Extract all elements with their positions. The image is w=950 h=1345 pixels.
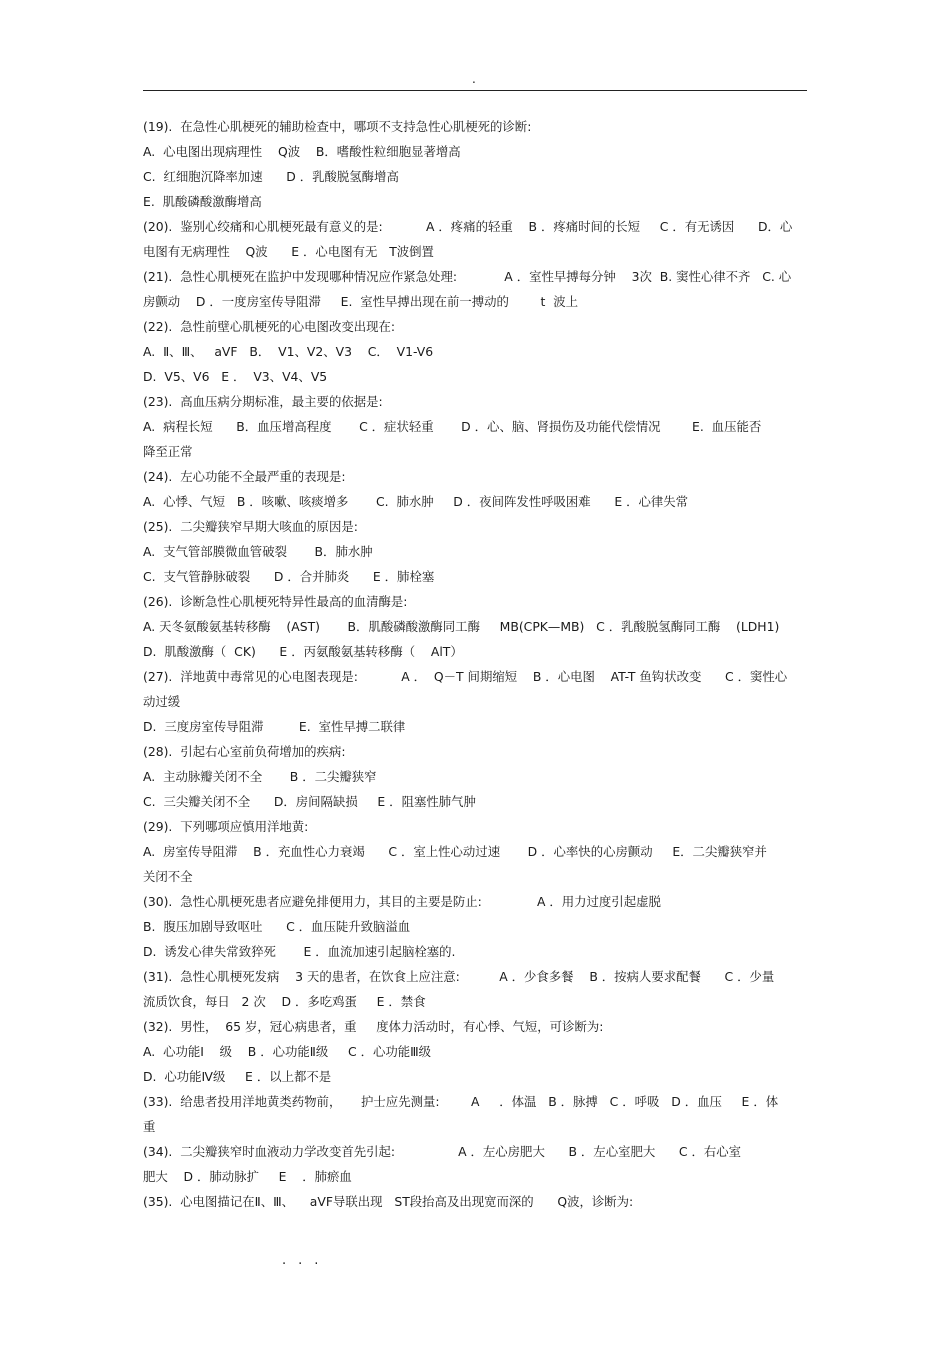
- text-line: 房颤动 D ．一度房室传导阻滞 E. 室性早搏出现在前一搏动的 t 波上: [143, 294, 578, 309]
- text-line: D. 心功能Ⅳ级 E ．以上都不是: [143, 1069, 332, 1084]
- text-line: (31). 急性心肌梗死发病 3 天的患者，在饮食上应注意: A ．少食多餐 B ．按病人要求配餐 C ．少量: [143, 969, 775, 984]
- text-line: A. 房室传导阻滞 B ．充血性心力衰竭 C ．室上性心动过速 D ．心率快的心房颤动 E．二尖瓣狭窄并: [143, 844, 767, 859]
- text-line: 重: [143, 1119, 156, 1134]
- text-line: 流质饮食，每日 2 次 D ．多吃鸡蛋 E ．禁食: [143, 994, 426, 1009]
- text-line: A. 心悸、气短 B ．咳嗽、咳痰增多 C. 肺水肿 D ．夜间阵发性呼吸困难 E ．心律失常: [143, 494, 689, 509]
- text-line: D. 诱发心律失常致猝死 E ．血流加速引起脑栓塞的.: [143, 944, 456, 959]
- text-line: (33). 给患者投用洋地黄类药物前， 护士应先测量: A ．体温 B ．脉搏 C ．呼吸 D ．血压 E ．体: [143, 1094, 779, 1109]
- text-line: (28). 引起右心室前负荷增加的疾病:: [143, 744, 346, 759]
- text-line: A. 病程长短 B．血压增高程度 C ．症状轻重 D ．心、脑、肾损伤及功能代偿情况 E. 血压能否: [143, 419, 762, 434]
- footer-dots: ...: [282, 1253, 331, 1268]
- text-line: (35). 心电图描记在Ⅱ、Ⅲ、 aVF导联出现 ST段抬高及出现宽而深的 Q波，诊断为:: [143, 1194, 634, 1209]
- text-line: D. V5、V6 E ． V3、V4、V5: [143, 369, 328, 384]
- text-line: (21). 急性心肌梗死在监护中发现哪种情况应作紧急处理: A ．室性早搏每分钟 3次 B. 窦性心律不齐 C. 心: [143, 269, 792, 284]
- text-line: (19). 在急性心肌梗死的辅助检查中，哪项不支持急性心肌梗死的诊断:: [143, 119, 532, 134]
- text-line: (32). 男性， 65 岁，冠心病患者，重 度体力活动时，有心悸、气短，可诊断为:: [143, 1019, 604, 1034]
- text-line: C. 三尖瓣关闭不全 D．房间隔缺损 E ．阻塞性肺气肿: [143, 794, 476, 809]
- text-line: 肥大 D ．肺动脉扩 E ．肺瘀血: [143, 1169, 352, 1184]
- text-line: A. Ⅱ、Ⅲ、 aVF B． V1、V2、V3 C． V1-V6: [143, 344, 434, 359]
- text-line: (25). 二尖瓣狭窄早期大咳血的原因是:: [143, 519, 358, 534]
- text-line: (29). 下列哪项应慎用洋地黄:: [143, 819, 309, 834]
- text-line: (24). 左心功能不全最严重的表现是:: [143, 469, 346, 484]
- text-line: (30). 急性心肌梗死患者应避免排便用力，其目的主要是防止: A ．用力过度引起虚脱: [143, 894, 661, 909]
- text-line: E. 肌酸磷酸激酶增高: [143, 194, 262, 209]
- text-line: C. 红细胞沉降率加速 D ．乳酸脱氢酶增高: [143, 169, 399, 184]
- text-line: A. 心电图出现病理性 Q波 B．嗜酸性粒细胞显著增高: [143, 144, 461, 159]
- text-line: (23). 高血压病分期标准，最主要的依据是:: [143, 394, 383, 409]
- text-line: D. 三度房室传导阻滞 E. 室性早搏二联律: [143, 719, 406, 734]
- text-line: (20). 鉴别心绞痛和心肌梗死最有意义的是: A ．疼痛的轻重 B ．疼痛时间的长短 C ．有无诱因 D．心: [143, 219, 793, 234]
- header-mark: .: [472, 72, 476, 86]
- text-line: A. 支气管部膜微血管破裂 B．肺水肿: [143, 544, 373, 559]
- question-list: [143, 114, 807, 1214]
- text-line: C. 支气管静脉破裂 D ．合并肺炎 E ．肺栓塞: [143, 569, 435, 584]
- text-line: (26). 诊断急性心肌梗死特异性最高的血清酶是:: [143, 594, 408, 609]
- text-line: A. 心功能Ⅰ 级 B ．心功能Ⅱ级 C ．心功能Ⅲ级: [143, 1044, 432, 1059]
- text-line: 降至正常: [143, 444, 193, 459]
- text-line: 电图有无病理性 Q波 E ．心电图有无 T波倒置: [143, 244, 434, 259]
- text-line: (34). 二尖瓣狭窄时血液动力学改变首先引起: A ．左心房肥大 B ．左心室肥大 C ．右心室: [143, 1144, 742, 1159]
- text-line: D. 肌酸激酶（ CK) E ．丙氨酸氨基转移酶（ AlT）: [143, 644, 463, 659]
- text-line: 关闭不全: [143, 869, 193, 884]
- text-line: 动过缓: [143, 694, 181, 709]
- text-line: A. 主动脉瓣关闭不全 B ．二尖瓣狭窄: [143, 769, 377, 784]
- text-line: B. 腹压加剧导致呕吐 C ．血压陡升致脑溢血: [143, 919, 411, 934]
- text-line: (27). 洋地黄中毒常见的心电图表现是: A ． Q－T 间期缩短 B ．心电图 AT-T 鱼钩状改变 C ．窦性心: [143, 669, 788, 684]
- text-line: A. 天冬氨酸氨基转移酶 (AST) B．肌酸磷酸激酶同工酶 MB(CPK—MB) C ．乳酸脱氢酶同工酶 (LDH1): [143, 619, 780, 634]
- text-line: (22). 急性前壁心肌梗死的心电图改变出现在:: [143, 319, 396, 334]
- header-rule: [143, 90, 807, 91]
